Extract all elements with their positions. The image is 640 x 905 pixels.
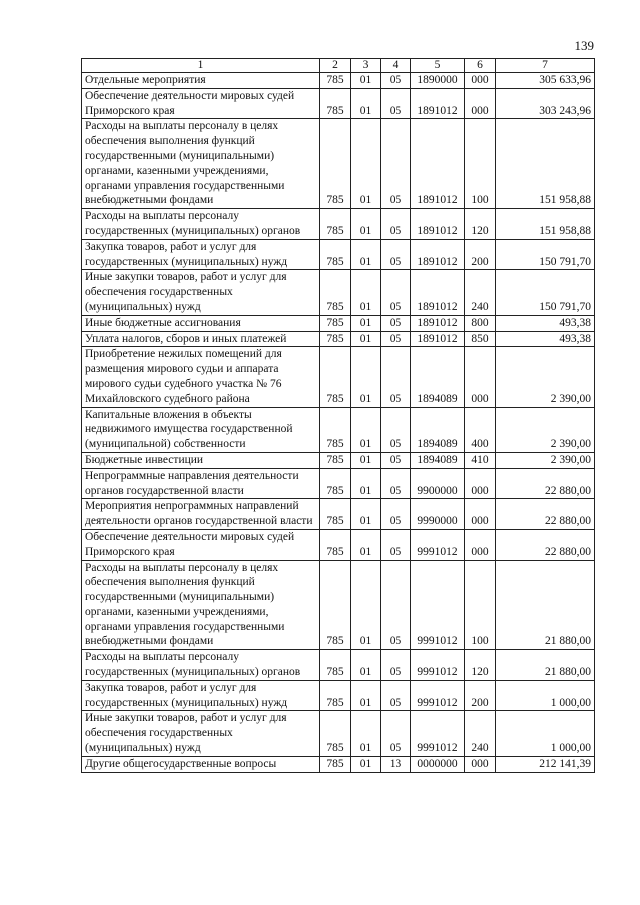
row-target-article-cell: 9991012 [411,650,465,681]
row-name-cell: Обеспечение деятельности мировых судей Приморского края [82,88,320,119]
table-row [82,468,595,499]
row-subsection-cell: 05 [381,119,411,209]
row-admin-code-cell: 785 [320,239,351,270]
row-admin-code-cell: 785 [320,452,351,468]
row-amount-cell: 22 880,00 [496,468,595,499]
table-row [82,499,595,530]
row-admin-code-cell: 785 [320,88,351,119]
table-row [82,650,595,681]
column-header: 4 [381,59,411,73]
row-name-cell: Обеспечение деятельности мировых судей Приморского края [82,529,320,560]
row-admin-code-cell: 785 [320,756,351,772]
table-row [82,315,595,331]
row-amount-cell: 2 390,00 [496,347,595,407]
row-target-article-cell: 1894089 [411,452,465,468]
row-admin-code-cell: 785 [320,529,351,560]
table-row [82,756,595,772]
row-amount-cell: 493,38 [496,315,595,331]
row-target-article-cell: 9900000 [411,468,465,499]
column-header: 7 [496,59,595,73]
row-expense-type-cell: 000 [465,347,496,407]
table-row [82,347,595,407]
row-expense-type-cell: 800 [465,315,496,331]
row-section-cell: 01 [351,73,381,89]
row-target-article-cell: 1894089 [411,407,465,452]
row-section-cell: 01 [351,711,381,756]
page-number: 139 [574,38,594,53]
row-section-cell: 01 [351,650,381,681]
row-amount-cell: 151 958,88 [496,209,595,240]
row-amount-cell: 305 633,96 [496,73,595,89]
row-amount-cell: 303 243,96 [496,88,595,119]
row-name-cell: Капитальные вложения в объекты недвижимого имущества государственной (муниципальной) собственности [82,407,320,452]
table-row [82,560,595,650]
row-name-cell: Отдельные мероприятия [82,73,320,89]
row-admin-code-cell: 785 [320,119,351,209]
row-subsection-cell: 05 [381,88,411,119]
row-subsection-cell: 05 [381,499,411,530]
row-expense-type-cell: 200 [465,239,496,270]
row-amount-cell: 1 000,00 [496,680,595,711]
row-admin-code-cell: 785 [320,73,351,89]
row-section-cell: 01 [351,756,381,772]
table-row [82,452,595,468]
row-subsection-cell: 05 [381,239,411,270]
row-target-article-cell: 1891012 [411,331,465,347]
row-amount-cell: 212 141,39 [496,756,595,772]
row-subsection-cell: 05 [381,347,411,407]
row-name-cell: Закупка товаров, работ и услуг для государственных (муниципальных) нужд [82,239,320,270]
row-amount-cell: 2 390,00 [496,452,595,468]
row-target-article-cell: 1891012 [411,88,465,119]
row-subsection-cell: 05 [381,209,411,240]
row-name-cell: Иные закупки товаров, работ и услуг для обеспечения государственных (муниципальных) нужд [82,711,320,756]
row-section-cell: 01 [351,407,381,452]
row-subsection-cell: 05 [381,270,411,315]
row-name-cell: Расходы на выплаты персоналу государственных (муниципальных) органов [82,650,320,681]
row-expense-type-cell: 100 [465,560,496,650]
row-name-cell: Уплата налогов, сборов и иных платежей [82,331,320,347]
row-target-article-cell: 1891012 [411,209,465,240]
row-expense-type-cell: 200 [465,680,496,711]
row-amount-cell: 493,38 [496,331,595,347]
row-admin-code-cell: 785 [320,468,351,499]
row-target-article-cell: 9991012 [411,711,465,756]
table-header-row [82,59,595,73]
row-amount-cell: 150 791,70 [496,270,595,315]
row-admin-code-cell: 785 [320,347,351,407]
row-admin-code-cell: 785 [320,270,351,315]
row-section-cell: 01 [351,88,381,119]
row-expense-type-cell: 240 [465,270,496,315]
row-expense-type-cell: 100 [465,119,496,209]
row-section-cell: 01 [351,239,381,270]
row-amount-cell: 22 880,00 [496,529,595,560]
row-name-cell: Приобретение нежилых помещений для размещения мирового судьи и аппарата мирового судьи судебного участка № 76 Михайловского судебного района [82,347,320,407]
row-section-cell: 01 [351,452,381,468]
table-row [82,73,595,89]
row-expense-type-cell: 400 [465,407,496,452]
row-target-article-cell: 1891012 [411,315,465,331]
row-name-cell: Расходы на выплаты персоналу в целях обеспечения выполнения функций государственными (муниципальными) органами, казенными учреждениями, органами управления государственными внебюджетными фондами [82,119,320,209]
row-amount-cell: 151 958,88 [496,119,595,209]
row-target-article-cell: 9991012 [411,529,465,560]
row-section-cell: 01 [351,315,381,331]
row-subsection-cell: 05 [381,711,411,756]
row-subsection-cell: 05 [381,331,411,347]
row-admin-code-cell: 785 [320,560,351,650]
row-section-cell: 01 [351,680,381,711]
row-admin-code-cell: 785 [320,407,351,452]
row-subsection-cell: 13 [381,756,411,772]
row-subsection-cell: 05 [381,560,411,650]
row-amount-cell: 2 390,00 [496,407,595,452]
row-expense-type-cell: 120 [465,650,496,681]
row-expense-type-cell: 000 [465,499,496,530]
row-expense-type-cell: 000 [465,73,496,89]
row-expense-type-cell: 120 [465,209,496,240]
row-section-cell: 01 [351,347,381,407]
row-admin-code-cell: 785 [320,499,351,530]
row-name-cell: Другие общегосударственные вопросы [82,756,320,772]
column-header: 2 [320,59,351,73]
column-header: 3 [351,59,381,73]
table-row [82,407,595,452]
table-row [82,209,595,240]
row-target-article-cell: 0000000 [411,756,465,772]
row-admin-code-cell: 785 [320,680,351,711]
row-target-article-cell: 1890000 [411,73,465,89]
row-amount-cell: 150 791,70 [496,239,595,270]
row-section-cell: 01 [351,499,381,530]
row-name-cell: Расходы на выплаты персоналу государственных (муниципальных) органов [82,209,320,240]
row-admin-code-cell: 785 [320,315,351,331]
row-section-cell: 01 [351,270,381,315]
table-row [82,680,595,711]
row-admin-code-cell: 785 [320,650,351,681]
row-section-cell: 01 [351,560,381,650]
row-expense-type-cell: 000 [465,468,496,499]
row-expense-type-cell: 850 [465,331,496,347]
row-name-cell: Мероприятия непрограммных направлений деятельности органов государственной власти [82,499,320,530]
budget-table-body [82,59,595,773]
table-row [82,529,595,560]
row-name-cell: Бюджетные инвестиции [82,452,320,468]
row-amount-cell: 22 880,00 [496,499,595,530]
row-target-article-cell: 1894089 [411,347,465,407]
table-row [82,119,595,209]
row-section-cell: 01 [351,529,381,560]
row-expense-type-cell: 000 [465,88,496,119]
row-amount-cell: 1 000,00 [496,711,595,756]
row-admin-code-cell: 785 [320,209,351,240]
row-subsection-cell: 05 [381,680,411,711]
row-section-cell: 01 [351,468,381,499]
column-header: 1 [82,59,320,73]
row-subsection-cell: 05 [381,529,411,560]
row-subsection-cell: 05 [381,452,411,468]
row-name-cell: Иные закупки товаров, работ и услуг для обеспечения государственных (муниципальных) нужд [82,270,320,315]
row-name-cell: Непрограммные направления деятельности органов государственной власти [82,468,320,499]
row-target-article-cell: 9991012 [411,680,465,711]
row-admin-code-cell: 785 [320,331,351,347]
row-amount-cell: 21 880,00 [496,560,595,650]
budget-table [81,58,595,773]
row-subsection-cell: 05 [381,73,411,89]
row-subsection-cell: 05 [381,650,411,681]
row-name-cell: Закупка товаров, работ и услуг для государственных (муниципальных) нужд [82,680,320,711]
table-row [82,331,595,347]
table-row [82,270,595,315]
row-name-cell: Расходы на выплаты персоналу в целях обеспечения выполнения функций государственными (муниципальными) органами, казенными учреждениями, органами управления государственными внебюджетными фондами [82,560,320,650]
table-row [82,239,595,270]
row-subsection-cell: 05 [381,468,411,499]
row-amount-cell: 21 880,00 [496,650,595,681]
table-row [82,88,595,119]
row-name-cell: Иные бюджетные ассигнования [82,315,320,331]
row-section-cell: 01 [351,209,381,240]
row-admin-code-cell: 785 [320,711,351,756]
row-subsection-cell: 05 [381,407,411,452]
table-row [82,711,595,756]
column-header: 6 [465,59,496,73]
row-subsection-cell: 05 [381,315,411,331]
column-header: 5 [411,59,465,73]
row-expense-type-cell: 240 [465,711,496,756]
row-expense-type-cell: 410 [465,452,496,468]
row-target-article-cell: 1891012 [411,119,465,209]
row-target-article-cell: 9990000 [411,499,465,530]
row-target-article-cell: 9991012 [411,560,465,650]
row-target-article-cell: 1891012 [411,270,465,315]
row-expense-type-cell: 000 [465,529,496,560]
row-expense-type-cell: 000 [465,756,496,772]
row-section-cell: 01 [351,331,381,347]
row-target-article-cell: 1891012 [411,239,465,270]
row-section-cell: 01 [351,119,381,209]
